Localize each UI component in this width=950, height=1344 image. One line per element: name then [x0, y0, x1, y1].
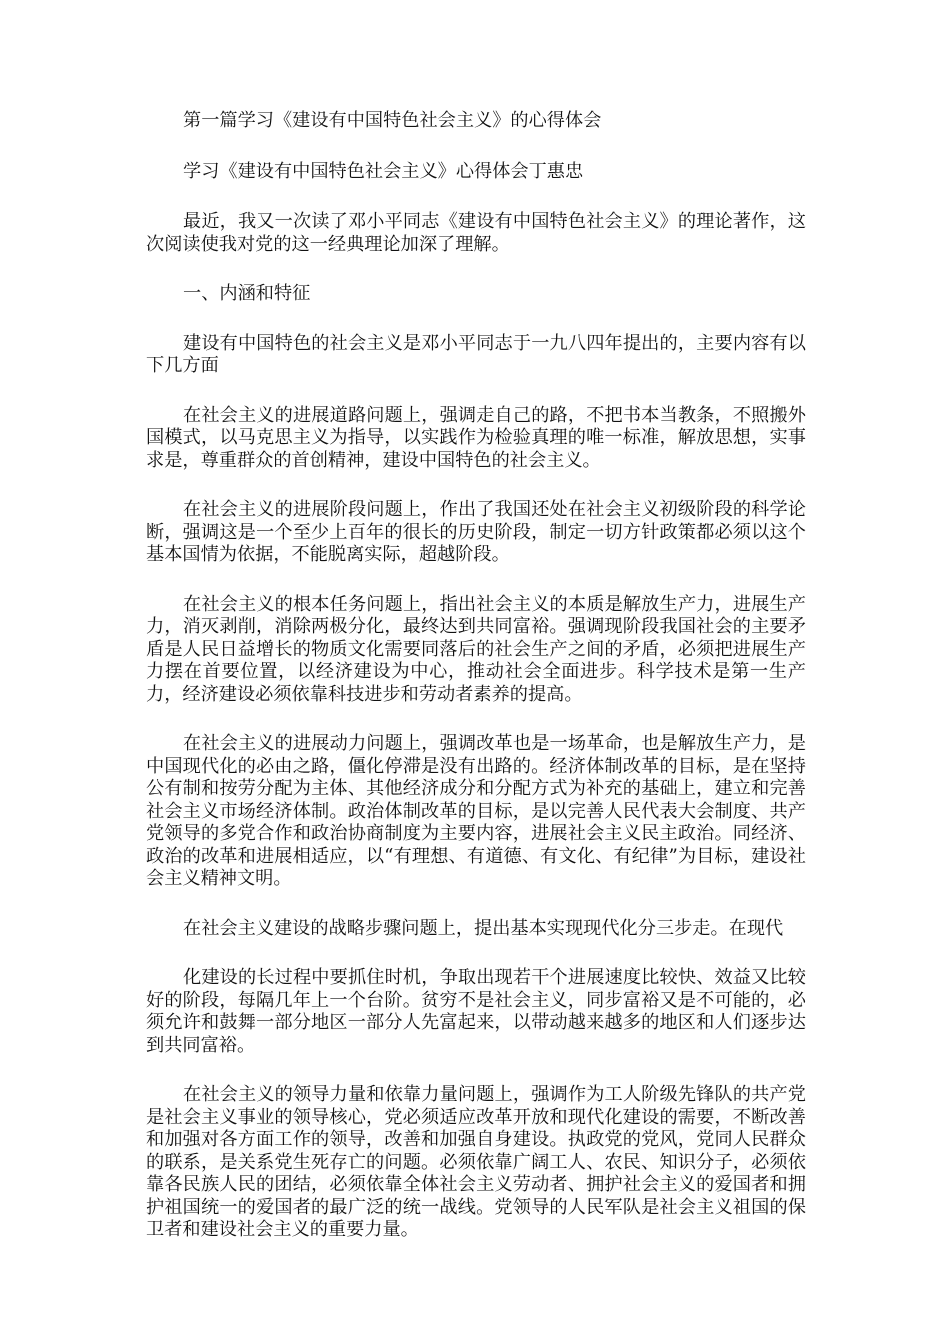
- paragraph-modernization: 化建设的长过程中要抓住时机，争取出现若干个进展速度比较快、效益又比较好的阶段，每隔几年上一个台阶。贫穷不是社会主义，同步富裕又是不可能的，必须允许和鼓舞一部分地区一部分人先富起来，以带动越来越多的地区和人们逐步达到共同富裕。: [146, 967, 806, 1056]
- paragraph-fundamental-task: 在社会主义的根本任务问题上，指出社会主义的本质是解放生产力，进展生产力，消灭剥削，消除两极分化，最终达到共同富裕。强调现阶段我国社会的主要矛盾是人民日益增长的物质文化需要同落后的社会生产之间的矛盾，必须把进展生产力摆在首要位置，以经济建设为中心，推动社会全面进步。科学技术是第一生产力，经济建设必须依靠科技进步和劳动者素养的提高。: [146, 593, 806, 705]
- paragraph-development-path: 在社会主义的进展道路问题上，强调走自己的路，不把书本当教条，不照搬外国模式，以马克思主义为指导，以实践作为检验真理的唯一标准，解放思想，实事求是，尊重群众的首创精神，建设中国特色的社会主义。: [146, 404, 806, 471]
- document-title: 第一篇学习《建设有中国特色社会主义》的心得体会: [183, 110, 602, 131]
- paragraph-leadership: 在社会主义的领导力量和依靠力量问题上，强调作为工人阶级先锋队的共产党是社会主义事业的领导核心，党必须适应改革开放和现代化建设的需要，不断改善和加强对各方面工作的领导，改善和加强自身建设。执政党的党风，党同人民群众的联系，是关系党生死存亡的问题。必须依靠广阔工人、农民、知识分子，必须依靠各民族人民的团结，必须依靠全体社会主义劳动者、拥护社会主义的爱国者和拥护祖国统一的爱国者的最广泛的统一战线。党领导的人民军队是社会主义祖国的保卫者和建设社会主义的重要力量。: [146, 1084, 806, 1240]
- document-body: [146, 110, 806, 1269]
- paragraph-strategic-steps: 在社会主义建设的战略步骤问题上，提出基本实现现代化分三步走。在现代: [183, 917, 784, 939]
- paragraph-development-stage: 在社会主义的进展阶段问题上，作出了我国还处在社会主义初级阶段的科学论断，强调这是一个至少上百年的很长的历史阶段，制定一切方针政策都必须以这个基本国情为依据，不能脱离实际，超越阶段。: [146, 499, 806, 565]
- document-subtitle: 学习《建设有中国特色社会主义》心得体会丁惠忠: [183, 160, 584, 182]
- paragraph-intro: 最近，我又一次读了邓小平同志《建设有中国特色社会主义》的理论著作，这次阅读使我对党的这一经典理论加深了理解。: [146, 211, 806, 255]
- section-heading: 一、内涵和特征: [183, 283, 311, 304]
- paragraph-overview: 建设有中国特色的社会主义是邓小平同志于一九八四年提出的，主要内容有以下几方面: [146, 332, 806, 376]
- paragraph-driving-force: 在社会主义的进展动力问题上，强调改革也是一场革命，也是解放生产力，是中国现代化的必由之路，僵化停滞是没有出路的。经济体制改革的目标，是在坚持公有制和按劳分配为主体、其他经济成分和分配方式为补充的基础上，建立和完善社会主义市场经济体制。政治体制改革的目标，是以完善人民代表大会制度、共产党领导的多党合作和政治协商制度为主要内容，进展社会主义民主政治。同经济、政治的改革和进展相适应，以“有理想、有道德、有文化、有纪律”为目标，建设社会主义精神文明。: [146, 733, 806, 889]
